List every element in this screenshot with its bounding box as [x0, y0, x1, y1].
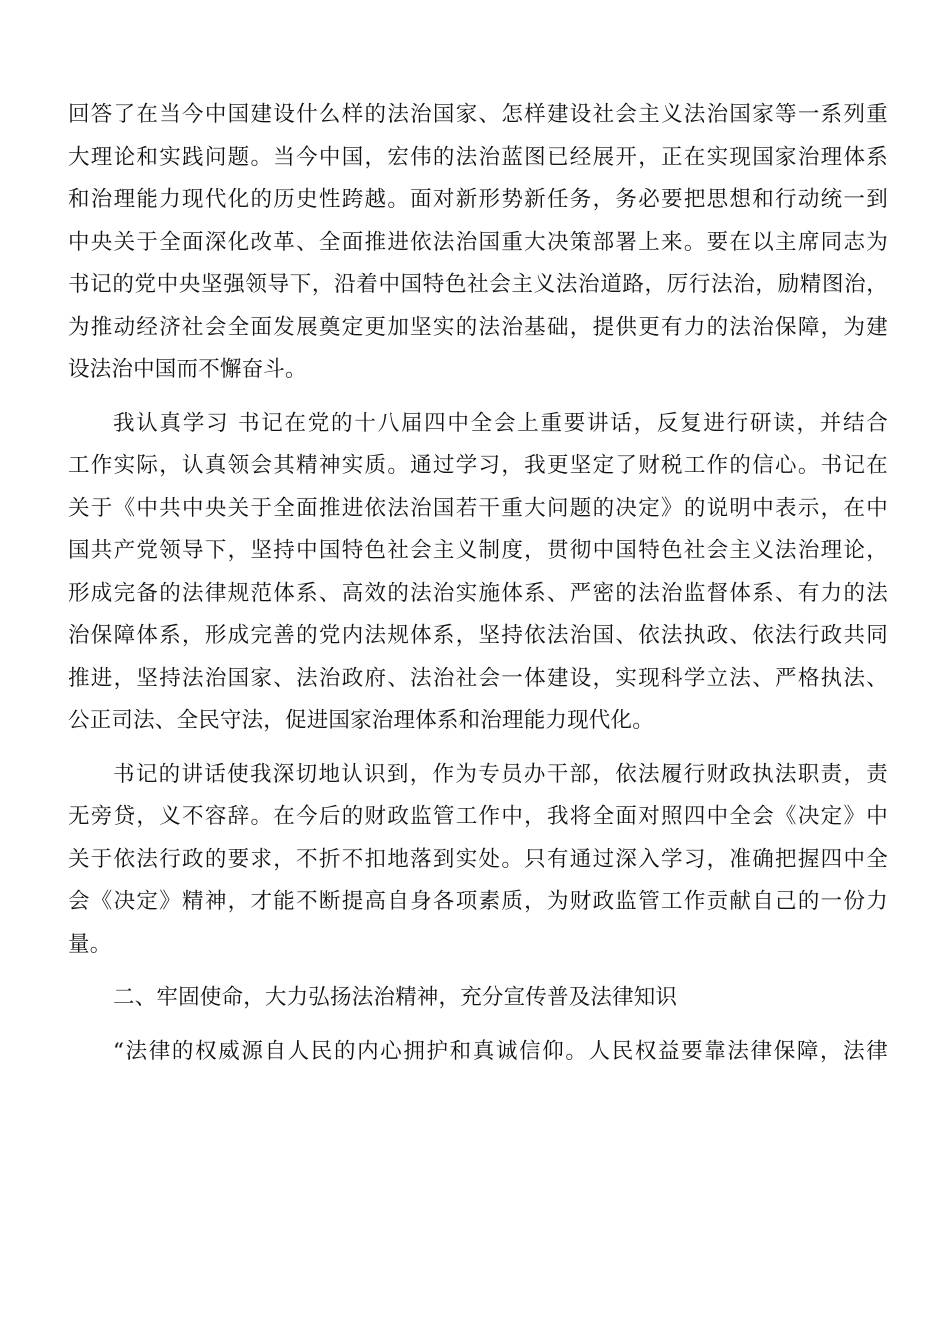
text-line: 推进，坚持法治国家、法治政府、法治社会一体建设，实现科学立法、严格执法、 [68, 665, 888, 691]
text-line: 书记的讲话使我深切地认识到，作为专员办干部，依法履行财政执法职责，责 [113, 761, 888, 787]
text-line: 国共产党领导下，坚持中国特色社会主义制度，贯彻中国特色社会主义法治理论， [68, 538, 888, 563]
text-line: 关于依法行政的要求，不折不扣地落到实处。只有通过深入学习，准确把握四中全 [68, 846, 888, 872]
text-line: “法律的权威源自人民的内心拥护和真诚信仰。人民权益要靠法律保障，法律 [113, 1038, 888, 1064]
paragraph-3 [68, 754, 888, 967]
text-line: 形成完备的法律规范体系、高效的法治实施体系、严密的法治监督体系、有力的法 [68, 580, 888, 606]
text-line: 工作实际，认真领会其精神实质。通过学习，我更坚定了财税工作的信心。书记在 [68, 453, 888, 478]
text-line: 书记的党中央坚强领导下，沿着中国特色社会主义法治道路，厉行法治，励精图治， [68, 272, 888, 297]
paragraph-1 [68, 94, 888, 392]
text-line: 治保障体系，形成完善的党内法规体系，坚持依法治国、依法执政、依法行政共同 [68, 623, 888, 648]
text-line: 为推动经济社会全面发展奠定更加坚实的法治基础，提供更有力的法治保障，为建 [68, 314, 888, 340]
text-line: 量。 [68, 931, 112, 957]
text-line: 回答了在当今中国建设什么样的法治国家、怎样建设社会主义法治国家等一系列重 [68, 102, 888, 127]
text-line: 我认真学习 书记在党的十八届四中全会上重要讲话，反复进行研读，并结合 [113, 410, 888, 436]
text-line: 公正司法、全民守法，促进国家治理体系和治理能力现代化。 [68, 708, 654, 733]
paragraph-4 [68, 1031, 888, 1074]
section-heading [68, 977, 888, 1020]
heading-text: 二、牢固使命，大力弘扬法治精神，充分宣传普及法律知识 [113, 985, 678, 1010]
text-line: 无旁贷，义不容辞。在今后的财政监管工作中，我将全面对照四中全会《决定》中 [68, 804, 888, 829]
text-line: 会《决定》精神，才能不断提高自身各项素质，为财政监管工作贡献自己的一份力 [68, 889, 888, 914]
paragraph-2 [68, 403, 888, 743]
text-line: 中央关于全面深化改革、全面推进依法治国重大决策部署上来。要在以主席同志为 [68, 229, 888, 255]
text-line: 关于《中共中央关于全面推进依法治国若干重大问题的决定》的说明中表示，在中 [68, 495, 888, 521]
text-line: 设法治中国而不懈奋斗。 [68, 357, 307, 382]
text-line: 和治理能力现代化的历史性跨越。面对新形势新任务，务必要把思想和行动统一到 [68, 187, 888, 212]
text-line: 大理论和实践问题。当今中国，宏伟的法治蓝图已经展开，正在实现国家治理体系 [68, 144, 888, 170]
document-body [68, 94, 888, 1073]
